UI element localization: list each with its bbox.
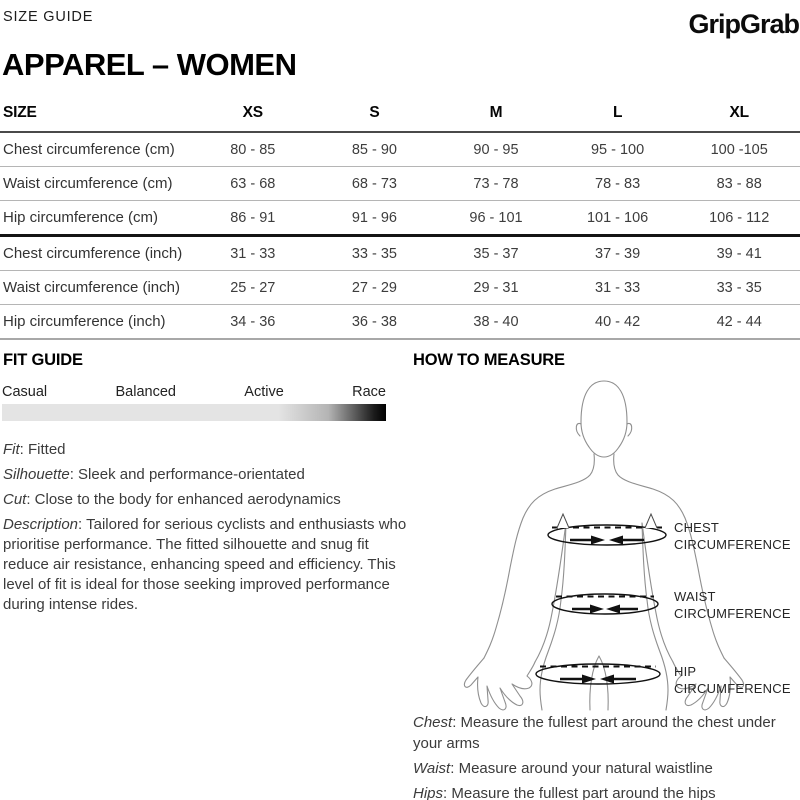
size-cell: 25 - 27 bbox=[192, 271, 314, 305]
col-header-xs: XS bbox=[192, 100, 314, 132]
table-row bbox=[0, 201, 800, 236]
size-cell: 95 - 100 bbox=[557, 132, 679, 167]
size-cell: 73 - 78 bbox=[435, 167, 557, 201]
fit-scale-gradient-bar bbox=[2, 404, 386, 421]
left-hand bbox=[464, 658, 535, 710]
hip-measure-line bbox=[536, 664, 660, 684]
size-cell: 38 - 40 bbox=[435, 305, 557, 340]
size-cell: 85 - 90 bbox=[314, 132, 436, 167]
scale-label-casual: Casual bbox=[2, 384, 48, 400]
fit-line bbox=[3, 440, 411, 460]
size-cell: 63 - 68 bbox=[192, 167, 314, 201]
left-neck-shoulder-arm bbox=[484, 454, 594, 658]
table-row bbox=[0, 305, 800, 340]
size-cell: 33 - 35 bbox=[314, 236, 436, 271]
col-header-s: S bbox=[314, 100, 436, 132]
silhouette-line-label: Silhouette bbox=[3, 466, 70, 483]
size-cell: 80 - 85 bbox=[192, 132, 314, 167]
row-label: Chest circumference (cm) bbox=[0, 132, 192, 167]
description-line-label: Description bbox=[3, 516, 79, 533]
row-label: Waist circumference (cm) bbox=[0, 167, 192, 201]
size-cell: 42 - 44 bbox=[678, 305, 800, 340]
table-row bbox=[0, 167, 800, 201]
right-neck-shoulder-arm bbox=[614, 454, 724, 658]
size-cell: 100 -105 bbox=[678, 132, 800, 167]
size-table bbox=[0, 100, 800, 340]
size-cell: 101 - 106 bbox=[557, 201, 679, 236]
hip-circumference-label bbox=[674, 664, 791, 697]
size-cell: 96 - 101 bbox=[435, 201, 557, 236]
how-to-measure-heading: HOW TO MEASURE bbox=[413, 351, 565, 369]
description-line-text: : Tailored for serious cyclists and enthusiasts who prioritise performance. The fitted silhouette and snug fit reduce air resistance, enhancing speed and efficiency. This level of fit is ideal for those seeking improved performance during intense rides. bbox=[3, 516, 407, 613]
left-inner-arm bbox=[535, 523, 566, 662]
size-cell: 27 - 29 bbox=[314, 271, 436, 305]
hip-label-line1: HIP bbox=[674, 664, 697, 679]
size-cell: 37 - 39 bbox=[557, 236, 679, 271]
size-cell: 39 - 41 bbox=[678, 236, 800, 271]
size-cell: 68 - 73 bbox=[314, 167, 436, 201]
table-row bbox=[0, 132, 800, 167]
size-cell: 83 - 88 bbox=[678, 167, 800, 201]
row-label: Chest circumference (inch) bbox=[0, 236, 192, 271]
size-cell: 35 - 37 bbox=[435, 236, 557, 271]
size-cell: 86 - 91 bbox=[192, 201, 314, 236]
hips-instruction-text: : Measure the fullest part around the hips bbox=[443, 785, 716, 800]
size-cell: 34 - 36 bbox=[192, 305, 314, 340]
right-ear bbox=[627, 423, 632, 436]
size-cell: 29 - 31 bbox=[435, 271, 557, 305]
page-eyebrow: SIZE GUIDE bbox=[3, 9, 94, 25]
size-cell: 106 - 112 bbox=[678, 201, 800, 236]
size-cell: 40 - 42 bbox=[557, 305, 679, 340]
scale-label-balanced: Balanced bbox=[115, 384, 176, 400]
size-cell: 36 - 38 bbox=[314, 305, 436, 340]
row-label: Hip circumference (cm) bbox=[0, 201, 192, 236]
hips-instruction-label: Hips bbox=[413, 785, 444, 800]
size-cell: 91 - 96 bbox=[314, 201, 436, 236]
waist-circumference-label bbox=[674, 589, 791, 622]
waist-instruction bbox=[413, 758, 791, 779]
left-armpit-marker bbox=[557, 514, 569, 528]
row-label: Hip circumference (inch) bbox=[0, 305, 192, 340]
table-row bbox=[0, 271, 800, 305]
cut-line bbox=[3, 490, 411, 510]
col-header-l: L bbox=[557, 100, 679, 132]
waist-instruction-label: Waist bbox=[413, 760, 451, 777]
fit-guide-heading: FIT GUIDE bbox=[3, 351, 83, 369]
waist-measure-line bbox=[552, 594, 658, 614]
left-ear bbox=[576, 423, 581, 436]
fit-scale-labels bbox=[2, 384, 386, 400]
measure-instructions bbox=[413, 712, 791, 800]
head-outline bbox=[581, 381, 627, 457]
chest-instruction-label: Chest bbox=[413, 714, 453, 731]
scale-label-active: Active bbox=[244, 384, 284, 400]
waist-label-line2: CIRCUMFERENCE bbox=[674, 605, 791, 621]
hips-instruction bbox=[413, 783, 791, 800]
size-cell: 31 - 33 bbox=[192, 236, 314, 271]
cut-line-label: Cut bbox=[3, 491, 27, 508]
chest-label-line2: CIRCUMFERENCE bbox=[674, 536, 791, 552]
table-row bbox=[0, 236, 800, 271]
silhouette-line-text: : Sleek and performance-orientated bbox=[69, 466, 305, 483]
size-table-header-row bbox=[0, 100, 800, 132]
waist-instruction-text: : Measure around your natural waistline bbox=[450, 760, 713, 777]
waist-label-line1: WAIST bbox=[674, 589, 716, 604]
right-armpit-marker bbox=[645, 514, 657, 528]
description-line bbox=[3, 515, 411, 615]
size-cell: 90 - 95 bbox=[435, 132, 557, 167]
row-label: Waist circumference (inch) bbox=[0, 271, 192, 305]
fit-details bbox=[3, 440, 411, 620]
scale-label-race: Race bbox=[352, 384, 386, 400]
chest-instruction-text: : Measure the fullest part around the chest under your arms bbox=[413, 714, 776, 752]
size-cell: 31 - 33 bbox=[557, 271, 679, 305]
chest-instruction bbox=[413, 712, 791, 754]
page-title: APPAREL – WOMEN bbox=[2, 47, 297, 82]
chest-circumference-label bbox=[674, 520, 791, 553]
cut-line-text: : Close to the body for enhanced aerodynamics bbox=[26, 491, 341, 508]
col-header-size: SIZE bbox=[0, 100, 192, 132]
col-header-m: M bbox=[435, 100, 557, 132]
size-cell: 33 - 35 bbox=[678, 271, 800, 305]
silhouette-line bbox=[3, 465, 411, 485]
chest-label-line1: CHEST bbox=[674, 520, 720, 535]
size-cell: 78 - 83 bbox=[557, 167, 679, 201]
fit-line-label: Fit bbox=[3, 441, 20, 458]
col-header-xl: XL bbox=[678, 100, 800, 132]
fit-line-text: : Fitted bbox=[19, 441, 66, 458]
gripgrab-logo: GripGrab bbox=[688, 9, 799, 39]
hip-label-line2: CIRCUMFERENCE bbox=[674, 680, 791, 696]
right-inner-arm bbox=[642, 523, 673, 662]
